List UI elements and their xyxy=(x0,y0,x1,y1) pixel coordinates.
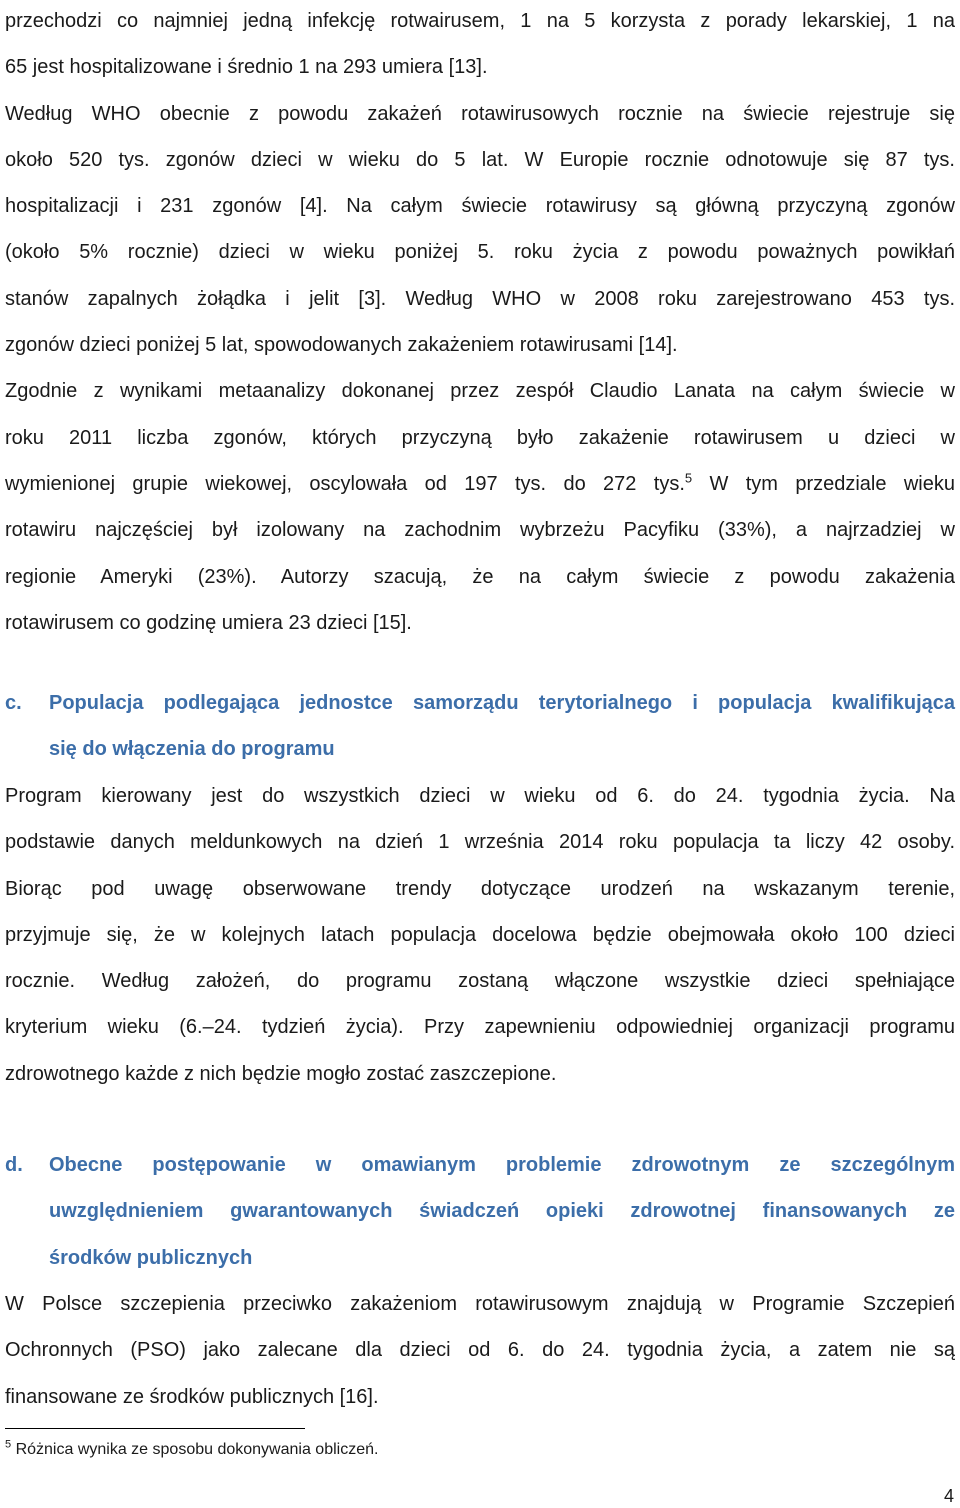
section-title xyxy=(49,1142,955,1281)
text-line: zgonów dzieci poniżej 5 lat, spowodowanych zakażeniem rotawirusami [14]. xyxy=(5,334,678,357)
text-line: podstawie danych meldunkowych na dzień 1 września 2014 roku populacja ta liczy 42 osoby. xyxy=(5,831,955,854)
footnote xyxy=(5,1438,378,1462)
section-title xyxy=(49,680,955,773)
text-line: W Polsce szczepienia przeciwko zakażeniom rotawirusowym znajdują w Programie Szczepień xyxy=(5,1293,955,1315)
text-line: (około 5% rocznie) dzieci w wieku poniżej 5. roku życia z powodu poważnych powikłań xyxy=(5,241,955,264)
section-title-line: Obecne postępowanie w omawianym problemie zdrowotnym ze szczególnym xyxy=(49,1154,955,1176)
text-line-with-footnote-ref xyxy=(5,461,955,507)
section-marker: c. xyxy=(5,692,22,714)
section-heading-c xyxy=(5,680,955,773)
text-fragment: wymienionej grupie wiekowej, oscylowała od 197 tys. do 272 tys. xyxy=(5,472,685,495)
footnote-text: Różnica wynika ze sposobu dokonywania obliczeń. xyxy=(11,1441,379,1458)
text-line: Biorąc pod uwagę obserwowane trendy dotyczące urodzeń na wskazanym terenie, xyxy=(5,877,955,900)
section-marker: d. xyxy=(5,1154,23,1176)
section-title-line: Populacja podlegająca jednostce samorządu terytorialnego i populacja kwalifikująca xyxy=(49,692,955,714)
text-line: przechodzi co najmniej jedną infekcję rotwairusem, 1 na 5 korzysta z porady lekarskiej, 1 na xyxy=(5,10,955,32)
text-line: 65 jest hospitalizowane i średnio 1 na 293 umiera [13]. xyxy=(5,56,488,79)
text-line: kryterium wieku (6.–24. tydzień życia). Przy zapewnieniu odpowiedniej organizacji programu xyxy=(5,1016,955,1039)
footnote-reference: 5 xyxy=(684,470,693,486)
text-line: regionie Ameryki (23%). Autorzy szacują, że na całym świecie z powodu zakażenia xyxy=(5,565,955,588)
page-number: 4 xyxy=(943,1486,954,1506)
footnote-separator xyxy=(5,1428,305,1429)
paragraph-target-population xyxy=(5,773,955,1097)
paragraph-current-procedure xyxy=(5,1281,955,1420)
text-line: około 520 tys. zgonów dzieci w wieku do 5 lat. W Europie rocznie odnotowuje się 87 tys. xyxy=(5,148,955,171)
text-line: stanów zapalnych żołądka i jelit [3]. Według WHO w 2008 roku zarejestrowano 453 tys. xyxy=(5,287,955,310)
text-fragment: W tym przedziale wieku xyxy=(692,472,955,495)
paragraph-rotavirus-statistics xyxy=(5,0,955,646)
text-line: zdrowotnego każde z nich będzie mogło zostać zaszczepione. xyxy=(5,1062,557,1085)
text-line: rocznie. Według założeń, do programu zostaną włączone wszystkie dzieci spełniające xyxy=(5,970,955,993)
text-line: Ochronnych (PSO) jako zalecane dla dzieci od 6. do 24. tygodnia życia, a zatem nie są xyxy=(5,1339,955,1362)
text-line: przyjmuje się, że w kolejnych latach populacja docelowa będzie obejmowała około 100 dzieci xyxy=(5,923,955,946)
text-line: finansowane ze środków publicznych [16]. xyxy=(5,1385,379,1408)
text-line: rotawirusem co godzinę umiera 23 dzieci [15]. xyxy=(5,611,412,634)
text-line: Zgodnie z wynikami metaanalizy dokonanej przez zespół Claudio Lanata na całym świecie w xyxy=(5,380,955,403)
footnote-number: 5 xyxy=(5,1438,12,1451)
text-line: rotawiru najczęściej był izolowany na zachodnim wybrzeżu Pacyfiku (33%), a najrzadziej w xyxy=(5,519,955,542)
section-heading-d xyxy=(5,1142,955,1281)
text-line: Według WHO obecnie z powodu zakażeń rotawirusowych rocznie na świecie rejestruje się xyxy=(5,102,955,125)
text-line: hospitalizacji i 231 zgonów [4]. Na całym świecie rotawirusy są główną przyczyną zgonów xyxy=(5,195,955,218)
section-title-line: się do włączenia do programu xyxy=(49,738,335,761)
text-line: roku 2011 liczba zgonów, których przyczyną było zakażenie rotawirusem u dzieci w xyxy=(5,426,955,449)
section-title-line: środków publicznych xyxy=(49,1246,253,1269)
section-title-line: uwzględnieniem gwarantowanych świadczeń opieki zdrowotnej finansowanych ze xyxy=(49,1200,955,1223)
text-line: Program kierowany jest do wszystkich dzieci w wieku od 6. do 24. tygodnia życia. Na xyxy=(5,785,955,807)
